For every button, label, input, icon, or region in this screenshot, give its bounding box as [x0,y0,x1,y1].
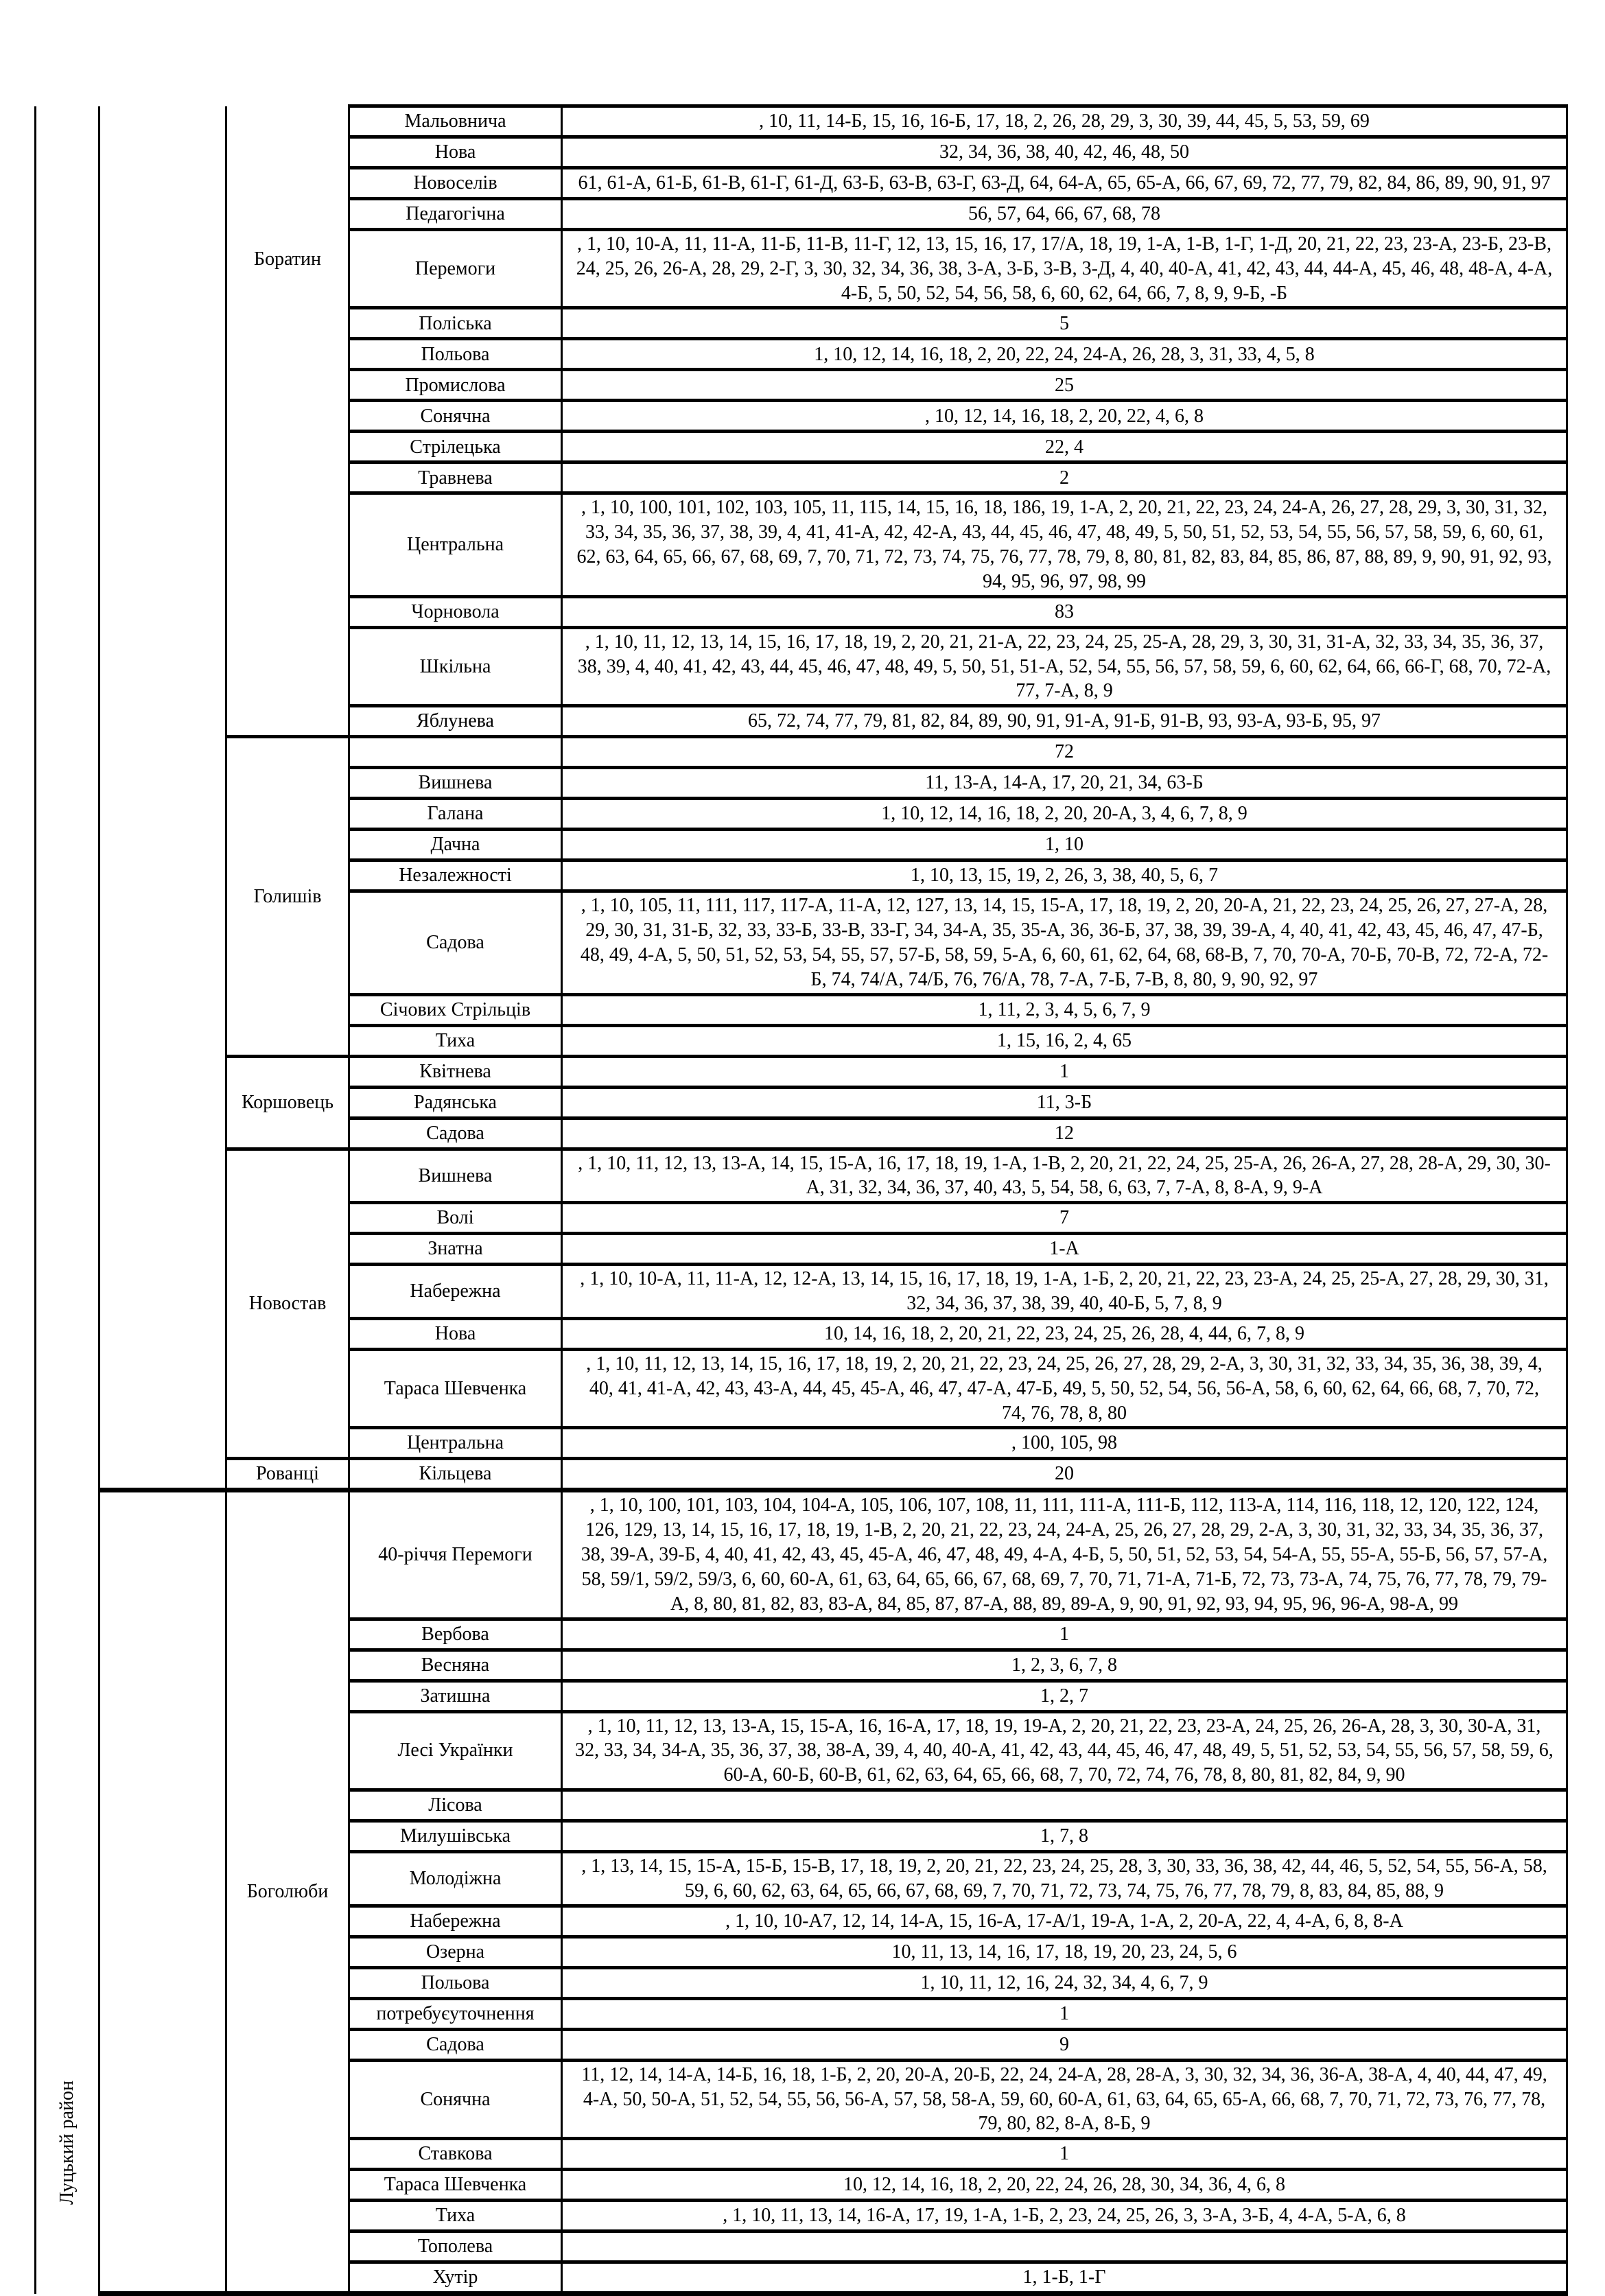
street-cell: Садова [349,891,562,994]
table-row [36,737,1567,768]
street-cell: Тиха [349,2201,562,2231]
settlement-cell-Боголюби: Боголюби [226,1490,349,2294]
street-cell: Поліська [349,308,562,339]
street-cell: Яблунева [349,706,562,737]
street-cell: Тиха [349,1025,562,1056]
numbers-cell: 11, 12, 14, 14-А, 14-Б, 16, 18, 1-Б, 2, 20, 20-А, 20-Б, 22, 24, 24-А, 28, 28-А, 3, 30, 32, 34, 36, 36-А, 38-А, 4, 40, 44, 47, 49, 4-А, 50, 50-А, 51, 52, 54, 55, 56, 56-А, 57, 58, 58-А, 59, 60, 60-А, 61, 63, 64, 65, 65-А, 66, 68, 7, 70, 71, 72, 73, 76, 77, 78, 79, 80, 82, 8-А, 8-Б, 9 [562,2060,1567,2138]
street-cell: Тополева [349,2231,562,2262]
street-cell: Незалежності [349,860,562,891]
numbers-cell: 9 [562,2029,1567,2060]
numbers-cell: , 10, 12, 14, 16, 18, 2, 20, 22, 4, 6, 8 [562,401,1567,432]
numbers-cell: 1, 2, 7 [562,1680,1567,1711]
street-cell: Весняна [349,1650,562,1680]
numbers-cell: 5 [562,308,1567,339]
numbers-cell: 25 [562,370,1567,401]
street-cell: Нова [349,1318,562,1349]
table-row [36,1459,1567,1490]
street-cell: Садова [349,1118,562,1149]
numbers-cell: 56, 57, 64, 66, 67, 68, 78 [562,199,1567,230]
numbers-cell: 12 [562,1118,1567,1149]
street-cell: Садова [349,2029,562,2060]
numbers-cell: 1, 10, 12, 14, 16, 18, 2, 20, 20-А, 3, 4, 6, 7, 8, 9 [562,799,1567,830]
numbers-cell: 1, 10, 13, 15, 19, 2, 26, 3, 38, 40, 5, 6, 7 [562,860,1567,891]
numbers-cell: , 1, 10, 11, 13, 14, 16-А, 17, 19, 1-А, 1-Б, 2, 23, 24, 25, 26, 3, 3-А, 3-Б, 4, 4-А, 5-А, 6, 8 [562,2201,1567,2231]
street-cell: Тараса Шевченка [349,1349,562,1427]
street-cell: Педагогічна [349,199,562,230]
settlement-cell-Рованці: Рованці [226,1459,349,1490]
numbers-cell: 1, 15, 16, 2, 4, 65 [562,1025,1567,1056]
numbers-cell: 10, 14, 16, 18, 2, 20, 21, 22, 23, 24, 25, 26, 28, 4, 44, 6, 7, 8, 9 [562,1318,1567,1349]
street-cell: Тараса Шевченка [349,2170,562,2201]
table-row [36,106,1567,137]
street-cell: Дачна [349,830,562,860]
numbers-cell: 1, 7, 8 [562,1821,1567,1852]
street-cell: Галана [349,799,562,830]
numbers-cell: 10, 11, 13, 14, 16, 17, 18, 19, 20, 23, 24, 5, 6 [562,1936,1567,1967]
street-cell: Милушівська [349,1821,562,1852]
numbers-cell: 65, 72, 74, 77, 79, 81, 82, 84, 89, 90, 91, 91-А, 91-Б, 91-В, 93, 93-А, 93-Б, 95, 97 [562,706,1567,737]
numbers-cell: 1, 1-Б, 1-Г [562,2262,1567,2294]
streets-table [34,104,1568,2296]
numbers-cell: 1, 10, 12, 14, 16, 18, 2, 20, 22, 24, 24-А, 26, 28, 3, 31, 33, 4, 5, 8 [562,339,1567,370]
numbers-cell: 32, 34, 36, 38, 40, 42, 46, 48, 50 [562,137,1567,168]
table-row [36,1056,1567,1087]
numbers-cell: , 1, 10, 11, 12, 13, 13-А, 14, 15, 15-А, 16, 17, 18, 19, 1-А, 1-В, 2, 20, 21, 22, 24, 25, 25-А, 26, 26-А, 27, 28, 28-А, 29, 30, 30-А, 31, 32, 34, 36, 37, 40, 43, 5, 54, 58, 6, 63, 7, 7-А, 8, 8-А, 9, 9-А [562,1149,1567,1203]
street-cell: Промислова [349,370,562,401]
numbers-cell: , 1, 10, 11, 12, 13, 14, 15, 16, 17, 18, 19, 2, 20, 21, 21-А, 22, 23, 24, 25, 25-А, 28, 29, 3, 30, 31, 31-А, 32, 33, 34, 35, 36, 37, 38, 39, 4, 40, 41, 42, 43, 44, 45, 46, 47, 48, 49, 5, 50, 51, 51-А, 52, 54, 55, 56, 57, 58, 59, 6, 60, 62, 64, 66, 66-Г, 68, 70, 72-А, 77, 7-А, 8, 9 [562,627,1567,705]
numbers-cell: 72 [562,737,1567,768]
numbers-cell: , 100, 105, 98 [562,1428,1567,1459]
numbers-cell: , 1, 10, 10-А7, 12, 14, 14-А, 15, 16-А, 17-А/1, 19-А, 1-А, 2, 20-А, 22, 4, 4-А, 6, 8, 8-А [562,1906,1567,1936]
street-cell: Стрілецька [349,432,562,462]
numbers-cell: 7 [562,1203,1567,1234]
district-label: Луцький район [56,2080,78,2205]
numbers-cell: , 1, 13, 14, 15, 15-А, 15-Б, 15-В, 17, 18, 19, 2, 20, 21, 22, 23, 24, 25, 28, 3, 30, 33, 36, 38, 42, 44, 46, 5, 52, 54, 55, 56-А, 58, 59, 6, 60, 62, 63, 64, 65, 66, 67, 68, 69, 7, 70, 71, 72, 73, 74, 75, 76, 77, 78, 79, 8, 83, 84, 85, 88, 9 [562,1852,1567,1906]
community-cell [99,1490,226,2294]
street-cell: Лесі Українки [349,1711,562,1790]
street-cell: Травнева [349,462,562,493]
numbers-cell: , 1, 10, 100, 101, 103, 104, 104-А, 105, 106, 107, 108, 11, 111, 111-А, 111-Б, 112, 113-А, 114, 116, 118, 12, 120, 122, 124, 126, 129, 13, 14, 15, 16, 17, 18, 19, 1-В, 2, 20, 21, 22, 23, 24, 24-А, 25, 26, 27, 28, 29, 2-А, 3, 30, 31, 32, 33, 34, 35, 36, 37, 38, 39-А, 39-Б, 4, 40, 41, 42, 43, 45, 45-А, 46, 47, 48, 49, 4-А, 4-Б, 5, 50, 51, 52, 53, 54, 54-А, 55, 55-А, 55-Б, 56, 57, 57-А, 58, 59/1, 59/2, 59/3, 6, 60, 60-А, 61, 63, 64, 65, 66, 67, 68, 69, 7, 70, 71, 71-А, 71-Б, 72, 73, 73-А, 74, 75, 76, 77, 78, 79, 79-А, 8, 80, 81, 82, 83, 83-А, 84, 85, 87, 87-А, 88, 89, 89-А, 9, 90, 91, 92, 93, 94, 95, 96, 96-А, 98-А, 99 [562,1490,1567,1619]
numbers-cell: 61, 61-А, 61-Б, 61-В, 61-Г, 61-Д, 63-Б, 63-В, 63-Г, 63-Д, 64, 64-А, 65, 65-А, 66, 67, 69, 72, 77, 79, 82, 84, 86, 89, 90, 91, 97 [562,168,1567,199]
street-cell: Вербова [349,1619,562,1650]
numbers-cell: , 1, 10, 11, 12, 13, 13-А, 15, 15-А, 16, 16-А, 17, 18, 19, 19-А, 2, 20, 21, 22, 23, 23-А, 24, 25, 26, 26-А, 28, 3, 30, 30-А, 31, 32, 33, 34, 34-А, 35, 36, 37, 38, 38-А, 39, 4, 40, 40-А, 41, 42, 43, 44, 45, 46, 47, 48, 49, 5, 51, 52, 53, 54, 55, 56, 57, 58, 59, 6, 60-А, 60-Б, 60-В, 61, 62, 63, 64, 65, 66, 68, 7, 70, 72, 74, 76, 78, 8, 80, 81, 82, 84, 9, 90 [562,1711,1567,1790]
street-cell: Лісова [349,1790,562,1821]
street-cell: Шкільна [349,627,562,705]
street-cell: Новоселів [349,168,562,199]
numbers-cell: 1, 10, 11, 12, 16, 24, 32, 34, 4, 6, 7, 9 [562,1967,1567,1998]
street-cell: Молодіжна [349,1852,562,1906]
numbers-cell [562,1790,1567,1821]
street-cell: Сонячна [349,401,562,432]
street-cell: Затишна [349,1680,562,1711]
numbers-cell: 22, 4 [562,432,1567,462]
street-cell: Польова [349,339,562,370]
numbers-cell: 1, 2, 3, 6, 7, 8 [562,1650,1567,1680]
street-cell: Центральна [349,1428,562,1459]
street-cell: Озерна [349,1936,562,1967]
numbers-cell: 20 [562,1459,1567,1490]
street-cell: 40-річчя Перемоги [349,1490,562,1619]
numbers-cell [562,2231,1567,2262]
street-cell: Мальовнича [349,106,562,137]
numbers-cell: 1 [562,2139,1567,2170]
table-row [36,1490,1567,1619]
street-cell: Чорновола [349,596,562,627]
street-cell: Перемоги [349,230,562,308]
numbers-cell: , 1, 10, 105, 11, 111, 117, 117-А, 11-А, 12, 127, 13, 14, 15, 15-А, 17, 18, 19, 2, 20, 20-А, 21, 22, 23, 24, 25, 26, 27, 27-А, 28, 29, 30, 31, 31-Б, 32, 33, 33-Б, 33-В, 33-Г, 34, 34-А, 35, 35-А, 36, 36-Б, 37, 38, 39, 39-А, 4, 40, 41, 42, 43, 45, 46, 47, 47-Б, 48, 49, 4-А, 5, 50, 51, 52, 53, 54, 55, 57, 57-Б, 58, 59, 5-А, 6, 60, 61, 62, 64, 68, 68-В, 7, 70, 70-А, 70-Б, 70-В, 72, 72-А, 72-Б, 74, 74/А, 74/Б, 76, 76/А, 78, 7-А, 7-Б, 7-В, 8, 80, 9, 90, 92, 97 [562,891,1567,994]
numbers-cell: 1, 10 [562,830,1567,860]
settlement-cell-Коршовець: Коршовець [226,1056,349,1149]
street-cell: Нова [349,137,562,168]
street-cell: Хутір [349,2262,562,2294]
settlement-cell-Голишів: Голишів [226,737,349,1056]
numbers-cell: , 1, 10, 100, 101, 102, 103, 105, 11, 115, 14, 15, 16, 18, 186, 19, 1-А, 2, 20, 21, 22, 23, 24, 24-А, 26, 27, 28, 29, 3, 30, 31, 32, 33, 34, 35, 36, 37, 38, 39, 4, 41, 41-А, 42, 42-А, 43, 44, 45, 46, 47, 48, 49, 5, 50, 51, 52, 53, 54, 55, 56, 57, 58, 59, 6, 60, 61, 62, 63, 64, 65, 66, 67, 68, 69, 7, 70, 71, 72, 73, 74, 75, 76, 77, 78, 79, 8, 80, 81, 82, 83, 84, 85, 86, 87, 88, 89, 9, 90, 91, 92, 93, 94, 95, 96, 97, 98, 99 [562,493,1567,596]
street-cell: Набережна [349,1265,562,1319]
street-cell: потребуєуточнення [349,1998,562,2029]
settlement-cell-Боратин: Боратин [226,106,349,737]
numbers-cell: 1 [562,1056,1567,1087]
numbers-cell: 1, 11, 2, 3, 4, 5, 6, 7, 9 [562,994,1567,1025]
street-cell: Набережна [349,1906,562,1936]
street-cell [349,737,562,768]
street-cell: Кільцева [349,1459,562,1490]
street-cell: Польова [349,1967,562,1998]
district-cell [36,106,99,2294]
numbers-cell: 1 [562,1998,1567,2029]
numbers-cell: 10, 12, 14, 16, 18, 2, 20, 22, 24, 26, 28, 30, 34, 36, 4, 6, 8 [562,2170,1567,2201]
street-cell: Вишнева [349,1149,562,1203]
street-cell: Вишнева [349,768,562,799]
street-cell: Радянська [349,1087,562,1118]
community-cell [99,106,226,1490]
numbers-cell: , 1, 10, 10-А, 11, 11-А, 12, 12-А, 13, 14, 15, 16, 17, 18, 19, 1-А, 1-Б, 2, 20, 21, 22, 23, 23-А, 24, 25, 25-А, 27, 28, 29, 30, 31, 32, 34, 36, 37, 38, 39, 40, 40-Б, 5, 7, 8, 9 [562,1265,1567,1319]
numbers-cell: 2 [562,462,1567,493]
settlement-cell-Новостав: Новостав [226,1149,349,1459]
street-cell: Сонячна [349,2060,562,2138]
table-row [36,1149,1567,1203]
numbers-cell: 1 [562,1619,1567,1650]
numbers-cell: , 10, 11, 14-Б, 15, 16, 16-Б, 17, 18, 2, 26, 28, 29, 3, 30, 39, 44, 45, 5, 53, 59, 69 [562,106,1567,137]
numbers-cell: , 1, 10, 11, 12, 13, 14, 15, 16, 17, 18, 19, 2, 20, 21, 22, 23, 24, 25, 26, 27, 28, 29, 2-А, 3, 30, 31, 32, 33, 34, 35, 36, 38, 39, 4, 40, 41, 41-А, 42, 43, 43-А, 44, 45, 45-А, 46, 47, 47-А, 47-Б, 49, 5, 50, 52, 54, 56, 56-А, 58, 6, 60, 62, 64, 66, 68, 7, 70, 72, 74, 76, 78, 8, 80 [562,1349,1567,1427]
numbers-cell: 83 [562,596,1567,627]
numbers-cell: , 1, 10, 10-А, 11, 11-А, 11-Б, 11-В, 11-Г, 12, 13, 15, 16, 17, 17/А, 18, 19, 1-А, 1-В, 1-Г, 1-Д, 20, 21, 22, 23, 23-А, 23-Б, 23-В, 24, 25, 26, 26-А, 28, 29, 2-Г, 3, 30, 32, 34, 36, 38, 3-А, 3-Б, 3-В, 3-Д, 4, 40, 40-А, 41, 42, 43, 44, 44-А, 45, 46, 48, 48-А, 4-А, 4-Б, 5, 50, 52, 54, 56, 58, 6, 60, 62, 64, 66, 7, 8, 9, 9-Б, -Б [562,230,1567,308]
street-cell: Центральна [349,493,562,596]
numbers-cell: 11, 13-А, 14-А, 17, 20, 21, 34, 63-Б [562,768,1567,799]
street-cell: Ставкова [349,2139,562,2170]
street-cell: Знатна [349,1234,562,1265]
numbers-cell: 11, 3-Б [562,1087,1567,1118]
street-cell: Січових Стрільців [349,994,562,1025]
numbers-cell: 1-А [562,1234,1567,1265]
street-cell: Квітнева [349,1056,562,1087]
street-cell: Волі [349,1203,562,1234]
